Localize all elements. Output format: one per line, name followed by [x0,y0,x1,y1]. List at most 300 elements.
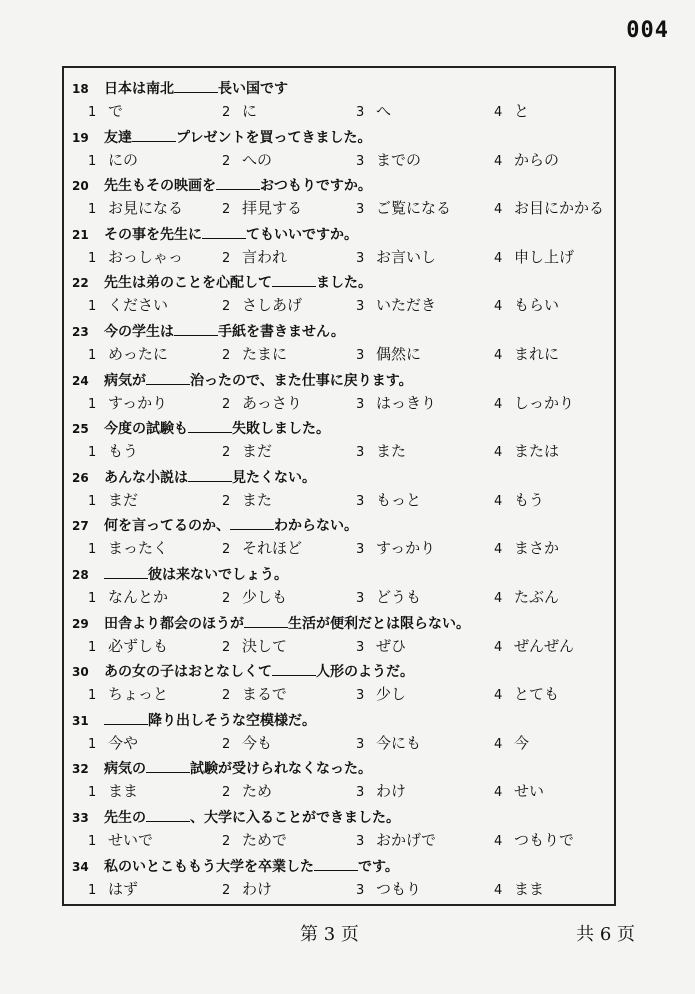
stem-text-before: 何を言ってるのか、 [104,518,230,535]
stem-text-after: おつもりですか。 [260,178,372,195]
option-2 [222,440,272,464]
answer-blank [174,78,218,93]
option-number: 4 [494,105,503,120]
option-row [88,197,638,219]
option-row [88,100,638,122]
option-number: 3 [356,639,365,655]
option-3 [356,732,421,756]
option-number: 1 [88,639,97,655]
answer-blank [272,272,316,287]
option-3 [356,440,406,464]
question-number: 20 [72,179,89,194]
option-2 [222,683,287,707]
option-number: 1 [88,493,97,509]
question-stem [72,175,372,197]
option-2 [222,392,302,416]
option-3 [356,829,436,853]
option-number: 3 [356,833,365,849]
question-stem [72,856,399,878]
option-text: また [242,490,273,509]
option-2 [222,537,302,561]
stem-text-after: てもいいですか。 [246,226,358,243]
stem-text-after: 降り出しそうな空模様だ。 [148,712,316,729]
option-4 [494,683,559,707]
option-number: 1 [88,833,97,849]
option-text: 今も [242,733,273,752]
option-2 [222,635,287,659]
question-item [70,467,640,516]
option-number: 4 [494,493,503,509]
stem-text-before: 今度の試験も [104,421,188,438]
question-item [70,661,640,710]
option-text: まれに [514,344,560,363]
option-3 [356,343,421,367]
answer-blank [104,564,148,579]
question-item [70,613,640,662]
option-number: 2 [222,493,231,509]
question-stem [72,370,413,392]
question-list [70,78,640,904]
option-number: 1 [88,542,97,558]
option-text: 今にも [376,733,422,752]
option-text: へ [376,102,392,120]
option-2 [222,732,272,756]
option-number: 3 [356,542,365,558]
option-3 [356,100,391,124]
option-4 [494,246,574,270]
option-number: 3 [356,445,365,461]
option-number: 4 [494,542,503,558]
question-number: 23 [72,324,89,339]
option-1 [88,489,138,513]
option-number: 2 [222,202,231,218]
option-1 [88,878,138,902]
option-text: つもりで [514,830,575,849]
option-text: それほど [242,539,303,558]
option-1 [88,537,168,561]
question-number: 33 [72,810,89,825]
option-text: まま [108,782,139,801]
option-number: 1 [88,250,97,266]
question-number: 29 [72,616,89,631]
option-number: 1 [88,153,97,169]
option-number: 2 [222,736,231,752]
question-number: 34 [72,859,89,874]
option-row [88,246,638,268]
page-total: 共 6 页 [576,924,635,945]
option-text: お言いし [376,247,437,266]
option-number: 2 [222,882,231,898]
option-number: 3 [356,396,365,412]
option-row [88,829,638,851]
option-row [88,149,638,171]
option-text: 今や [108,733,139,752]
answer-blank [216,175,260,190]
option-number: 1 [88,688,97,704]
option-number: 1 [88,299,97,315]
option-text: 決して [242,636,288,655]
option-row [88,392,638,414]
answer-blank [146,370,190,385]
option-text: 少し [376,685,407,704]
option-number: 2 [222,785,231,801]
answer-blank [104,710,148,725]
option-4 [494,635,574,659]
option-3 [356,586,421,610]
option-3 [356,197,451,221]
option-number: 3 [356,736,365,752]
option-3 [356,878,421,902]
question-number: 18 [72,82,89,96]
option-text: 偶然に [376,344,422,363]
answer-blank [244,613,288,628]
answer-blank [314,856,358,871]
option-1 [88,780,138,804]
option-number: 4 [494,736,503,752]
stem-text-after: 手紙を書きません。 [218,323,345,340]
option-number: 3 [356,493,365,509]
option-2 [222,586,287,610]
option-row [88,537,638,559]
question-number: 28 [72,567,89,582]
option-1 [88,294,168,318]
stem-text-after: 彼は来ないでしょう。 [148,566,288,583]
question-stem [72,418,330,440]
option-number: 4 [494,299,503,315]
option-1 [88,829,153,853]
option-text: ため [242,782,273,801]
option-number: 4 [494,445,503,461]
option-number: 1 [88,347,97,363]
option-3 [356,294,436,318]
option-number: 1 [88,445,97,461]
stem-text-after: 治ったので、また仕事に戻ります。 [190,372,413,389]
question-number: 31 [72,713,89,728]
option-2 [222,878,272,902]
stem-text-after: 試験が受けられなくなった。 [190,761,372,778]
stem-text-before: 病気の [104,761,146,778]
question-item [70,127,640,176]
option-3 [356,780,406,804]
option-text: とても [514,685,560,704]
option-text: もう [514,490,545,509]
option-text: 今 [514,733,530,752]
option-number: 2 [222,396,231,412]
answer-blank [188,467,232,482]
option-text: ちょっと [108,685,169,704]
option-text: つもり [376,879,422,898]
question-stem [72,661,414,683]
option-number: 4 [494,347,503,363]
option-text: ためで [242,830,288,849]
option-row [88,878,638,900]
answer-blank [230,515,274,530]
option-3 [356,489,421,513]
stem-text-after: プレゼントを買ってきました。 [176,129,372,146]
question-number: 19 [72,130,89,145]
option-row [88,343,638,365]
option-text: 少しも [242,587,288,606]
option-4 [494,392,574,416]
option-number: 1 [88,882,97,898]
option-text: 言われ [242,247,288,266]
option-number: 4 [494,785,503,801]
question-item [70,418,640,467]
option-text: せい [514,782,545,801]
option-text: ください [108,296,169,315]
stem-text-before: 今の学生は [104,323,174,340]
question-number: 22 [72,276,89,291]
option-text: と [514,102,530,120]
option-4 [494,343,559,367]
option-text: お見になる [108,199,184,218]
option-number: 3 [356,688,365,704]
option-number: 3 [356,785,365,801]
stem-text-before: 先生の [104,809,146,826]
stem-text-after: 見たくない。 [232,469,316,486]
option-text: ご覧になる [376,199,452,218]
answer-blank [132,127,176,142]
option-number: 2 [222,639,231,655]
option-1 [88,683,168,707]
option-text: めったに [108,344,168,363]
question-item [70,370,640,419]
question-stem [72,467,316,489]
stem-text-before: 友達 [104,129,132,146]
option-text: にの [108,150,139,169]
option-4 [494,440,559,464]
question-item [70,515,640,564]
stem-text-before: 先生もその映画を [104,178,216,195]
option-text: どうも [376,587,422,606]
option-row [88,440,638,462]
stem-text-before: 日本は南北 [104,81,174,97]
option-text: ぜひ [376,636,407,655]
option-number: 1 [88,202,97,218]
option-text: また [376,442,407,461]
option-number: 2 [222,299,231,315]
option-number: 4 [494,250,503,266]
question-number: 32 [72,762,89,777]
option-text: への [242,150,273,169]
option-number: 2 [222,250,231,266]
option-number: 3 [356,105,365,120]
option-row [88,683,638,705]
option-1 [88,586,168,610]
option-text: または [514,442,560,461]
option-text: まったく [108,539,169,558]
option-1 [88,732,138,756]
option-3 [356,392,436,416]
option-text: からの [514,150,560,169]
question-number: 24 [72,373,89,388]
option-text: あっさり [242,393,302,412]
question-item [70,856,640,905]
option-2 [222,343,287,367]
option-4 [494,149,559,173]
option-4 [494,732,529,756]
option-3 [356,683,406,707]
option-2 [222,100,257,124]
option-text: おかげで [376,830,437,849]
option-number: 1 [88,785,97,801]
option-number: 2 [222,833,231,849]
option-row [88,780,638,802]
option-2 [222,829,287,853]
question-number: 21 [72,227,89,242]
option-1 [88,197,183,221]
stem-text-after: 失敗しました。 [232,421,330,438]
option-row [88,294,638,316]
question-item [70,758,640,807]
option-number: 4 [494,153,503,169]
question-number: 27 [72,519,89,534]
question-stem [72,321,345,343]
option-4 [494,878,544,902]
question-stem [72,78,288,100]
option-4 [494,197,604,221]
question-item [70,807,640,856]
option-1 [88,100,123,124]
stem-text-before: 先生は弟のことを心配して [104,275,272,292]
option-4 [494,537,559,561]
option-text: わけ [242,879,273,898]
option-text: で [108,102,124,120]
option-number: 4 [494,590,503,606]
option-text: もっと [376,490,422,509]
option-3 [356,246,436,270]
option-number: 3 [356,590,365,606]
option-number: 3 [356,202,365,218]
question-item [70,710,640,759]
option-1 [88,392,167,416]
option-text: まだ [108,490,139,509]
option-3 [356,149,421,173]
stem-text-before: あの女の子はおとなしくて [104,664,272,681]
option-3 [356,635,406,659]
stem-text-after: 、大学に入ることができました。 [190,809,400,826]
option-text: いただき [376,296,437,315]
option-text: しっかり [514,393,575,412]
question-stem [72,272,372,294]
option-text: 必ずしも [108,636,169,655]
stem-text-after: 生活が便利だとは限らない。 [288,615,470,632]
answer-blank [146,807,190,822]
option-text: おっしゃっ [108,247,184,266]
stem-text-before: 私のいとこももう大学を卒業した [104,858,314,875]
stem-text-after: 長い国です [218,81,288,97]
option-number: 4 [494,688,503,704]
question-stem [72,224,358,246]
question-stem [72,127,371,149]
option-2 [222,489,272,513]
option-text: もらい [514,296,560,315]
question-stem [72,758,372,780]
option-number: 1 [88,396,97,412]
option-row [88,489,638,511]
question-item [70,78,640,127]
option-text: すっかり [376,539,436,558]
option-text: まさか [514,539,560,558]
option-2 [222,780,272,804]
option-text: まだ [242,442,273,461]
option-text: はず [108,879,139,898]
question-stem [72,564,288,586]
stem-text-before: その事を先生に [104,226,202,243]
option-number: 3 [356,250,365,266]
option-2 [222,197,302,221]
page-id-stamp: 004 [626,18,669,43]
option-4 [494,586,559,610]
page-number: 第 3 页 [300,924,359,945]
question-item [70,321,640,370]
question-number: 26 [72,470,89,485]
option-number: 2 [222,445,231,461]
option-2 [222,246,287,270]
option-number: 2 [222,105,231,120]
answer-blank [174,321,218,336]
option-number: 3 [356,347,365,363]
option-number: 2 [222,688,231,704]
stem-text-before: 病気が [104,372,146,389]
option-4 [494,829,574,853]
stem-text-before: 田舎より都会のほうが [104,615,244,632]
option-text: 申し上げ [514,247,575,266]
option-1 [88,635,168,659]
stem-text-after: ました。 [316,275,372,292]
question-item [70,175,640,224]
option-text: わけ [376,782,407,801]
option-1 [88,440,138,464]
option-4 [494,294,559,318]
option-row [88,586,638,608]
option-number: 3 [356,153,365,169]
option-text: もう [108,442,139,461]
option-row [88,732,638,754]
question-number: 25 [72,422,89,437]
option-text: なんとか [108,587,169,606]
option-number: 1 [88,590,97,606]
option-1 [88,246,183,270]
question-item [70,564,640,613]
option-text: すっかり [108,393,168,412]
option-number: 2 [222,153,231,169]
option-4 [494,780,544,804]
answer-blank [202,224,246,239]
option-number: 4 [494,639,503,655]
option-number: 1 [88,736,97,752]
stem-text-after: です。 [358,858,399,875]
option-text: たぶん [514,587,560,606]
option-number: 4 [494,396,503,412]
option-number: 1 [88,105,97,120]
option-text: せいで [108,830,154,849]
answer-blank [146,758,190,773]
option-number: 2 [222,590,231,606]
option-text: お目にかかる [514,199,605,218]
option-row [88,635,638,657]
option-text: 拝見する [242,199,303,218]
answer-blank [272,661,316,676]
question-item [70,224,640,273]
option-4 [494,489,544,513]
option-number: 4 [494,202,503,218]
option-2 [222,294,302,318]
option-3 [356,537,435,561]
question-number: 30 [72,665,89,680]
question-stem [72,807,400,829]
question-item [70,272,640,321]
